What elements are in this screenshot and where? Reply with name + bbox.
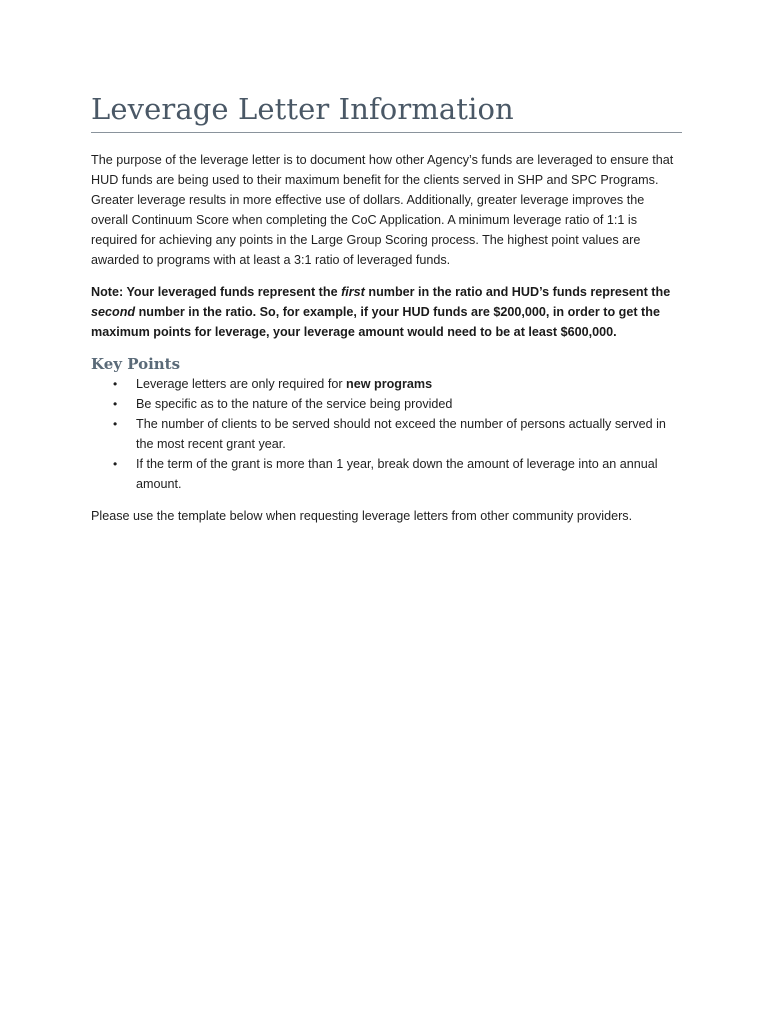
list-item-text: Be specific as to the nature of the service being provided <box>136 397 453 411</box>
bullet-icon: • <box>113 397 118 411</box>
document-content <box>91 92 681 526</box>
closing-paragraph: Please use the template below when requesting leverage letters from other community providers. <box>91 509 633 523</box>
key-points-list <box>91 374 681 494</box>
list-item-text: The number of clients to be served should not exceed the number of persons actually served in the most recent grant year. <box>136 417 666 451</box>
list-item-text: Leverage letters are only required for <box>136 377 347 391</box>
list-item <box>91 394 681 414</box>
list-item-text: If the term of the grant is more than 1 year, break down the amount of leverage into an annual amount. <box>136 457 658 491</box>
intro-paragraph: The purpose of the leverage letter is to document how other Agency’s funds are leveraged to ensure that HUD funds are being used to their maximum benefit for the clients served in SHP and SPC Programs. Greater leverage results in more effective use of dollars. Additionally, greater leverage improves the overall Continuum Score when completing the CoC Application. A minimum leverage ratio of 1:1 is required for achieving any points in the Large Group Scoring process. The highest point values are awarded to programs with at least a 3:1 ratio of leveraged funds. <box>91 153 674 267</box>
list-item <box>91 414 681 454</box>
note-emphasis-second: second <box>91 305 136 319</box>
note-text-1: Note: Your leveraged funds represent the <box>91 285 342 299</box>
list-item <box>91 374 681 394</box>
bullet-icon: • <box>113 457 118 471</box>
bullet-icon: • <box>113 417 118 431</box>
bullet-icon: • <box>113 377 118 391</box>
page-title: Leverage Letter Information <box>91 92 514 126</box>
key-points-heading: Key Points <box>91 355 181 373</box>
note-emphasis-first: first <box>341 285 365 299</box>
list-item <box>91 454 681 494</box>
note-paragraph <box>91 282 681 342</box>
title-underline <box>91 132 682 133</box>
note-text-3: number in the ratio. So, for example, if your HUD funds are $200,000, in order to get the maximum points for leverage, your leverage amount would need to be at least $600,000. <box>91 305 660 339</box>
list-item-bold-text: new programs <box>346 377 433 391</box>
note-text-2: number in the ratio and HUD’s funds represent the <box>364 285 671 299</box>
